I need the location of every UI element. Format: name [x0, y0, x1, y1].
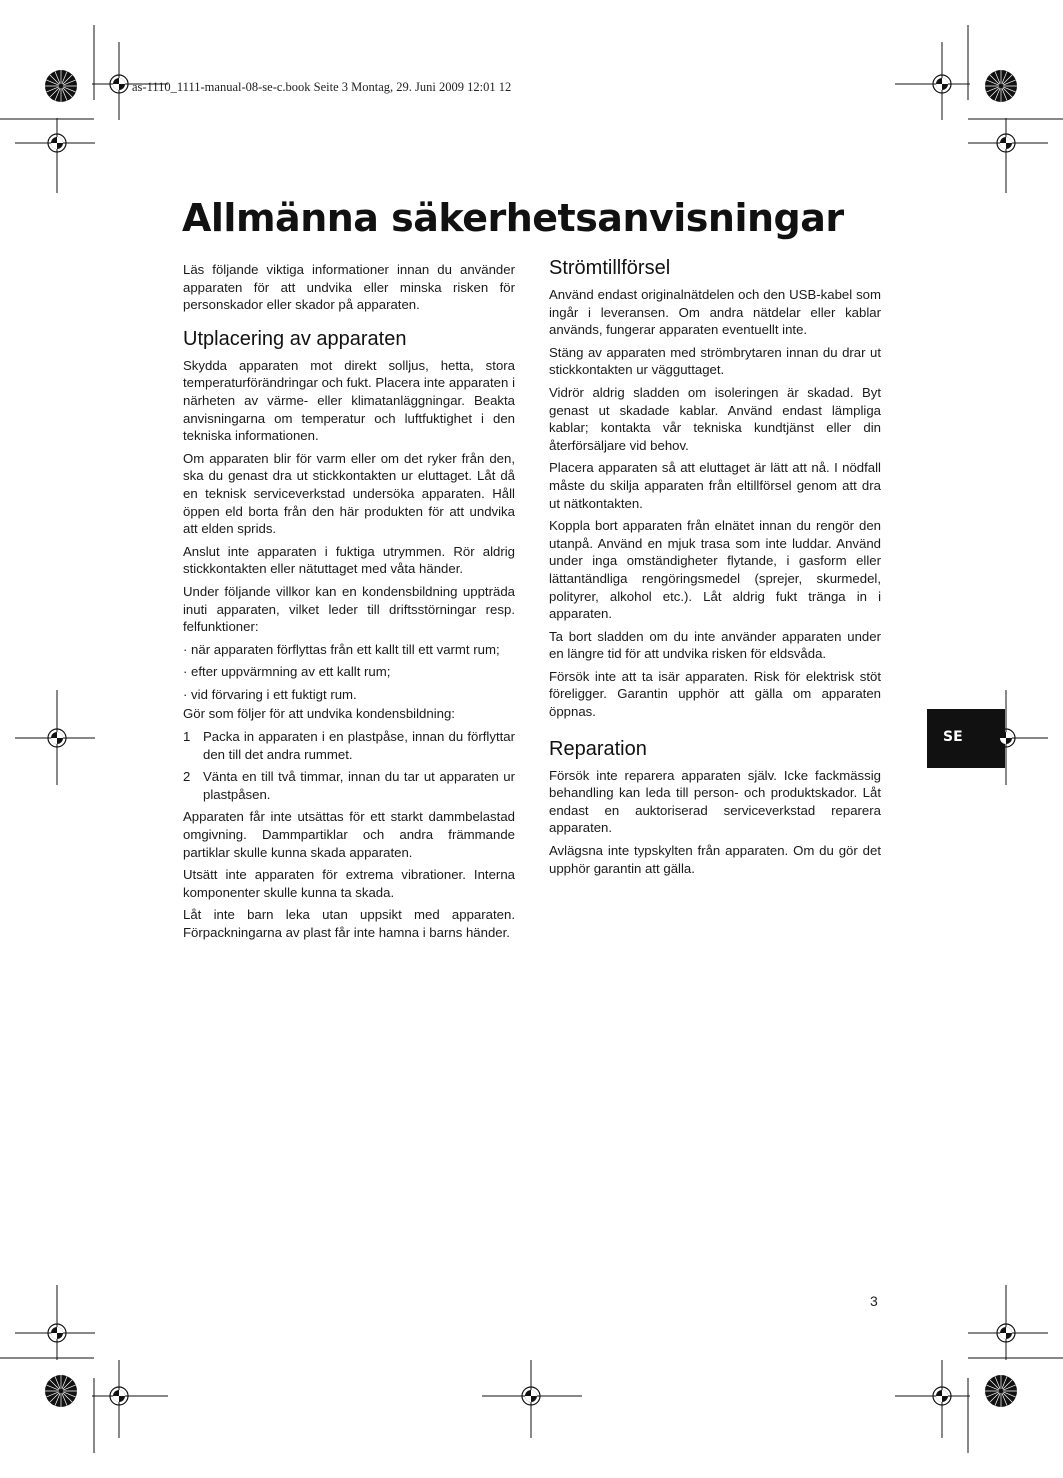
step-text: Packa in apparaten i en plastpåse, innan du förflyttar den till det andra rummet.: [203, 729, 515, 762]
language-tab-label: SE: [943, 729, 963, 745]
intro-paragraph: Läs följande viktiga informationer innan du använder apparaten för att undvika eller minska risken för personskador eller skador på apparaten.: [183, 262, 515, 313]
placement-paragraph: Utsätt inte apparaten för extrema vibrationer. Interna komponenter skulle kunna ta skada.: [183, 867, 515, 900]
print-slug: as-1110_1111-manual-08-se-c.book Seite 3 Montag, 29. Juni 2009 12:01 12: [132, 80, 512, 94]
power-paragraph: Använd endast originalnätdelen och den USB-kabel som ingår i leveransen. Om andra nätdelar eller kablar används, fungerar apparaten eventuellt inte.: [549, 287, 881, 338]
condensation-bullet: · vid förvaring i ett fuktigt rum.: [183, 686, 357, 702]
repair-heading: Reparation: [549, 737, 647, 760]
step-text: Vänta en till två timmar, innan du tar ut apparaten ur plastpåsen.: [203, 769, 515, 802]
power-paragraph: Stäng av apparaten med strömbrytaren innan du drar ut stickkontakten ur vägguttaget.: [549, 344, 881, 378]
page-number: 3: [870, 1293, 878, 1309]
placement-paragraph: Skydda apparaten mot direkt solljus, hetta, stora temperaturförändringar och fukt. Placera inte apparaten i närheten av värme- eller klimatanläggningar. Beakta anvisningarna om temperatur och luftfuktighet i den tekniska informationen.: [183, 357, 515, 444]
repair-paragraph: Avlägsna inte typskylten från apparaten. Om du gör det upphör garantin att gälla.: [549, 843, 881, 876]
power-paragraph: Placera apparaten så att eluttaget är lätt att nå. I nödfall måste du skilja apparaten från eltillförsel genom att dra ut nätkontakten.: [549, 460, 881, 511]
placement-paragraph: Om apparaten blir för varm eller om det ryker från den, ska du genast dra ut stickkontakten ur eluttaget. Låt då en teknisk serviceverkstad undersöka apparaten. Håll öppen eld borta från den här produkten för att undvika att elden sprids.: [183, 450, 515, 537]
repair-paragraph: Försök inte reparera apparaten själv. Icke fackmässig behandling kan leda till person- och produktskador. Låt endast en auktoriserad serviceverkstad reparera apparaten.: [549, 767, 881, 836]
step-number: 1: [183, 729, 191, 745]
placement-paragraph: Gör som följer för att undvika kondensbildning:: [183, 706, 455, 722]
placement-paragraph: Under följande villkor kan en kondensbildning uppträda inuti apparaten, vilket leder till driftsstörningar resp. felfunktioner:: [183, 583, 515, 635]
placement-paragraph: Apparaten får inte utsättas för ett starkt dammbelastad omgivning. Dammpartiklar och andra främmande partiklar skulle kunna skada apparaten.: [183, 809, 515, 860]
power-paragraph: Koppla bort apparaten från elnätet innan du rengör den utanpå. Använd en mjuk trasa som inte luddar. Använd under inga omständigheter flytande, i gasform eller lättantändliga rengöringsmedel (sprejer, skurmedel, polityrer, alkohol etc.). Låt aldrig fukt tränga in i apparaten.: [549, 518, 881, 622]
power-paragraph: Försök inte att ta isär apparaten. Risk för elektrisk stöt föreligger. Garantin upphör att gälla om apparaten öppnas.: [549, 668, 881, 720]
power-heading: Strömtillförsel: [549, 257, 671, 279]
step-number: 2: [183, 769, 191, 785]
page-title: Allmänna säkerhetsanvisningar: [182, 196, 844, 240]
condensation-bullet: · efter uppvärmning av ett kallt rum;: [183, 664, 391, 680]
placement-paragraph: Anslut inte apparaten i fuktiga utrymmen. Rör aldrig stickkontakten eller nätuttaget med våta händer.: [183, 543, 515, 577]
condensation-bullet: · när apparaten förflyttas från ett kallt till ett varmt rum;: [183, 641, 500, 657]
placement-heading: Utplacering av apparaten: [183, 327, 407, 350]
power-paragraph: Ta bort sladden om du inte använder apparaten under en längre tid för att undvika risken för eldsvåda.: [549, 628, 881, 662]
placement-paragraph: Låt inte barn leka utan uppsikt med apparaten. Förpackningarna av plast får inte hamna i barns händer.: [183, 907, 515, 940]
power-paragraph: Vidrör aldrig sladden om isoleringen är skadad. Byt genast ut skadade kablar. Använd endast lämpliga kablar; kontakta vår tekniska kundtjänst eller din återförsäljare vid behov.: [549, 384, 881, 453]
